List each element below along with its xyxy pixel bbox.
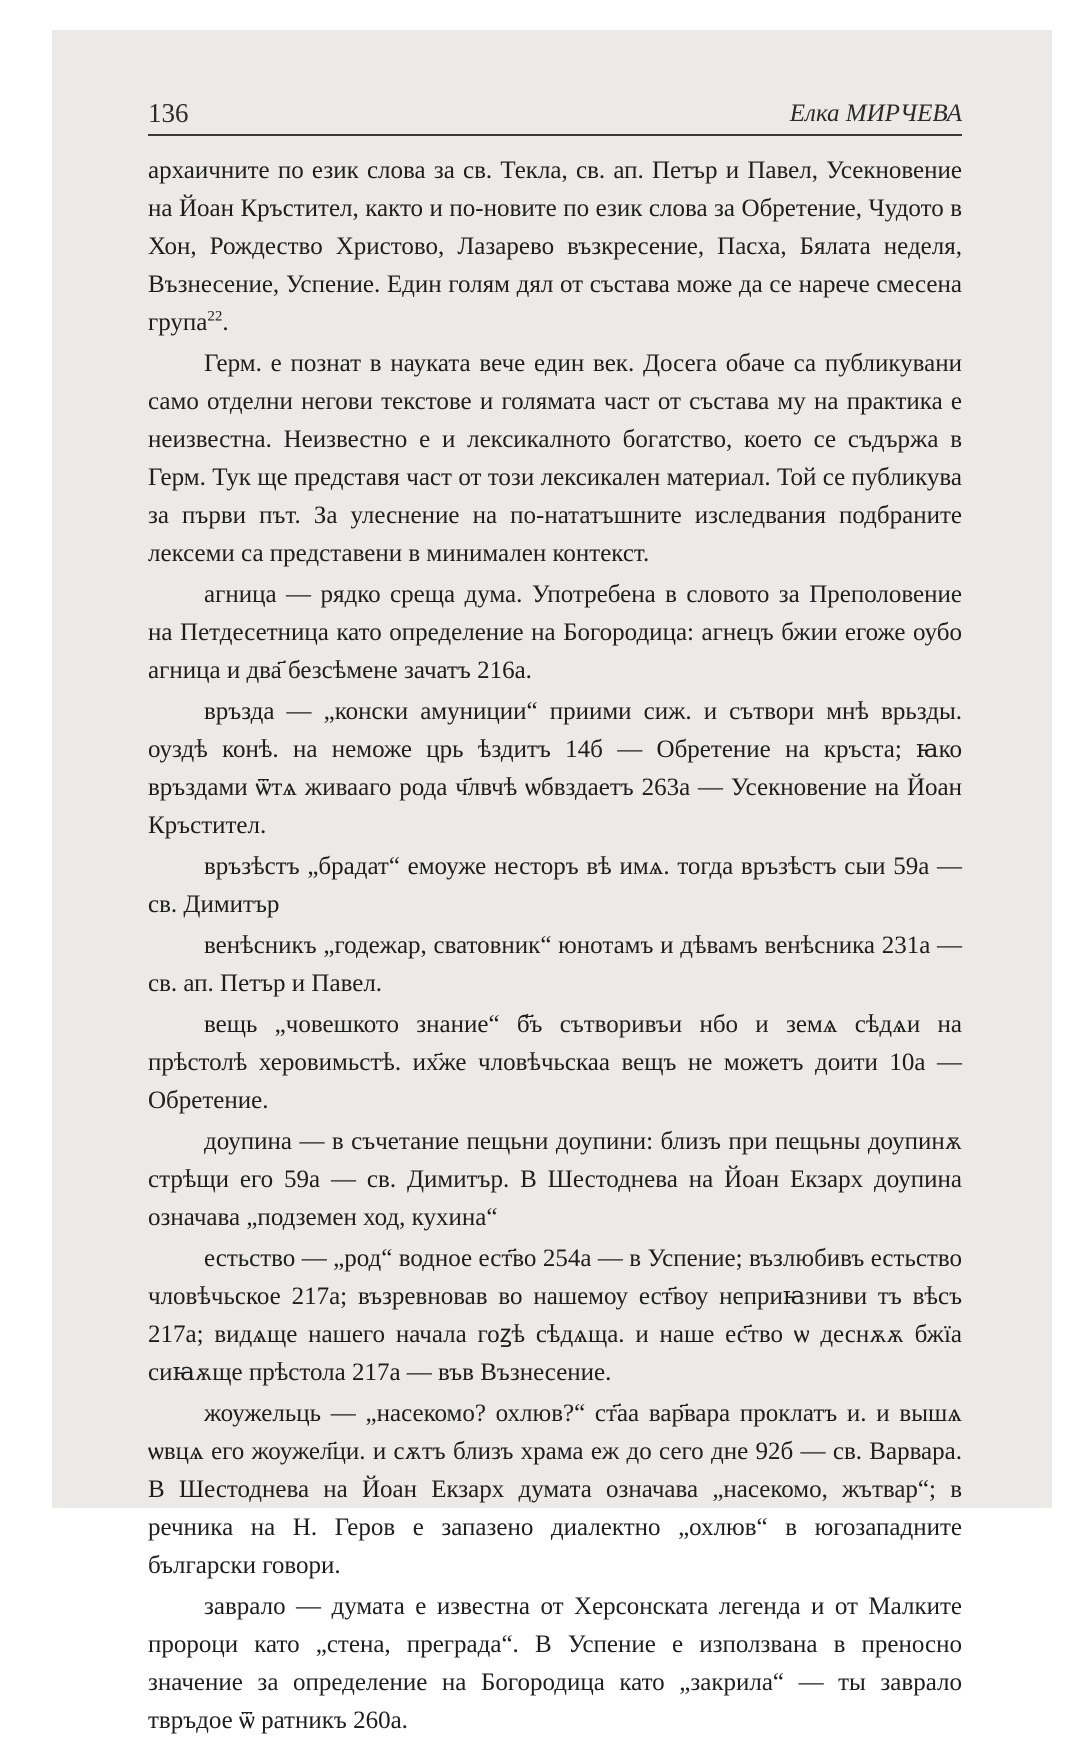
running-head: Елка МИРЧЕВА	[789, 100, 962, 127]
lexeme-entry: венѣсникъ „годежар, сватовник“ юнотамъ и дѣвамъ венѣсника 231а — св. ап. Петър и Павел.	[148, 932, 962, 997]
lexeme-entry: доупина — в съчетание пещьни доупини: близъ при пещьны доупинѫ стрѣщи его 59а — св. Димитър. В Шестоднева на Йоан Екзарх доупина означава „подземен ход, кухина“	[148, 1128, 962, 1231]
page-header	[148, 98, 962, 134]
footnote-ref: 22	[207, 308, 223, 325]
lexeme-entry: вещь „човешкото знание“ б҃ъ сътворивъи нбо и земѧ сѣдѧи на прѣстолѣ херовимьстѣ. их҃же чловѣчьскаа вещъ не можетъ доити 10а — Обретение.	[148, 1011, 962, 1114]
paragraph-text: архаичните по език слова за св. Текла, св. ап. Петър и Павел, Усекновение на Йоан Кръстител, както и по-новите по език слова за Обретение, Чудото в Хон, Рождество Христово, Лазарево възкресение, Пасха, Бялата неделя, Възнесение, Успение. Един голям дял от състава може да се нарече смесена група	[148, 157, 962, 336]
body-text	[148, 152, 962, 1740]
lexeme-entry: естьство — „род“ водное ест҃во 254а — в Успение; възлюбивъ естьство чловѣчьское 217а; възревновав во нашемоу ест҃воу неприꙗзниви тъ вѣсъ 217а; видѧще нашего начала гоꙁѣ сѣдѧща. и наше ес҃тво ѡ деснѫѫ бжїа сиꙗѫще прѣстола 217а — във Възнесение.	[148, 1245, 962, 1386]
page-number: 136	[148, 98, 189, 128]
lexeme-entry: жоужельць — „насекомо? охлюв?“ ст҃аа вар҃вара проклатъ и. и вышѧ ѡвцѧ его жоужел҃ци. и сѫтъ близъ храма еж до сего дне 92б — св. Варвара. В Шестоднева на Йоан Екзарх думата означава „насекомо, жътвар“; в речника на Н. Геров е запазено диалектно „охлюв“ в югозападните български говори.	[148, 1400, 962, 1579]
lexeme-entry: връзѣстъ „брадат“ емоуже несторъ вѣ имѧ. тогда връзѣстъ сыи 59а — св. Димитър	[148, 853, 962, 918]
header-rule	[148, 134, 962, 136]
lexeme-entry: агница — рядко среща дума. Употребена в словото за Преполовение на Петдесетница като определение на Богородица: агнецъ бжии егоже оубо агница и два҃ безсѣмене зачатъ 216а.	[148, 581, 962, 684]
paragraph	[148, 152, 962, 342]
lexeme-entry: връзда — „конски амуниции“ приими сиж. и сътвори мнѣ врьзды. оуздѣ конѣ. на неможе црь ѣздитъ 14б — Обретение на кръста; ꙗко връздами ѿтѧ живааго рода ч҃лвчѣ ѡбвздаетъ 263а — Усекновение на Йоан Кръстител.	[148, 698, 962, 839]
paragraph-end: .	[222, 309, 229, 336]
lexeme-entry: заврало — думата е известна от Херсонската легенда и от Малките пророци като „стена, преграда“. В Успение е използвана в преносно значение за определение на Богородица като „закрила“ — ты заврало твръдое ѿ ратникъ 260а.	[148, 1593, 962, 1734]
paragraph: Герм. е познат в науката вече един век. Досега обаче са публикувани само отделни негови текстове и голямата част от състава му на практика е неизвестна. Неизвестно е и лексикалното богатство, което се съдържа в Герм. Тук ще представя част от този лексикален материал. Той се публикува за първи път. За улеснение на по-нататъшните изследвания подбраните лексеми са представени в минимален контекст.	[148, 350, 962, 567]
